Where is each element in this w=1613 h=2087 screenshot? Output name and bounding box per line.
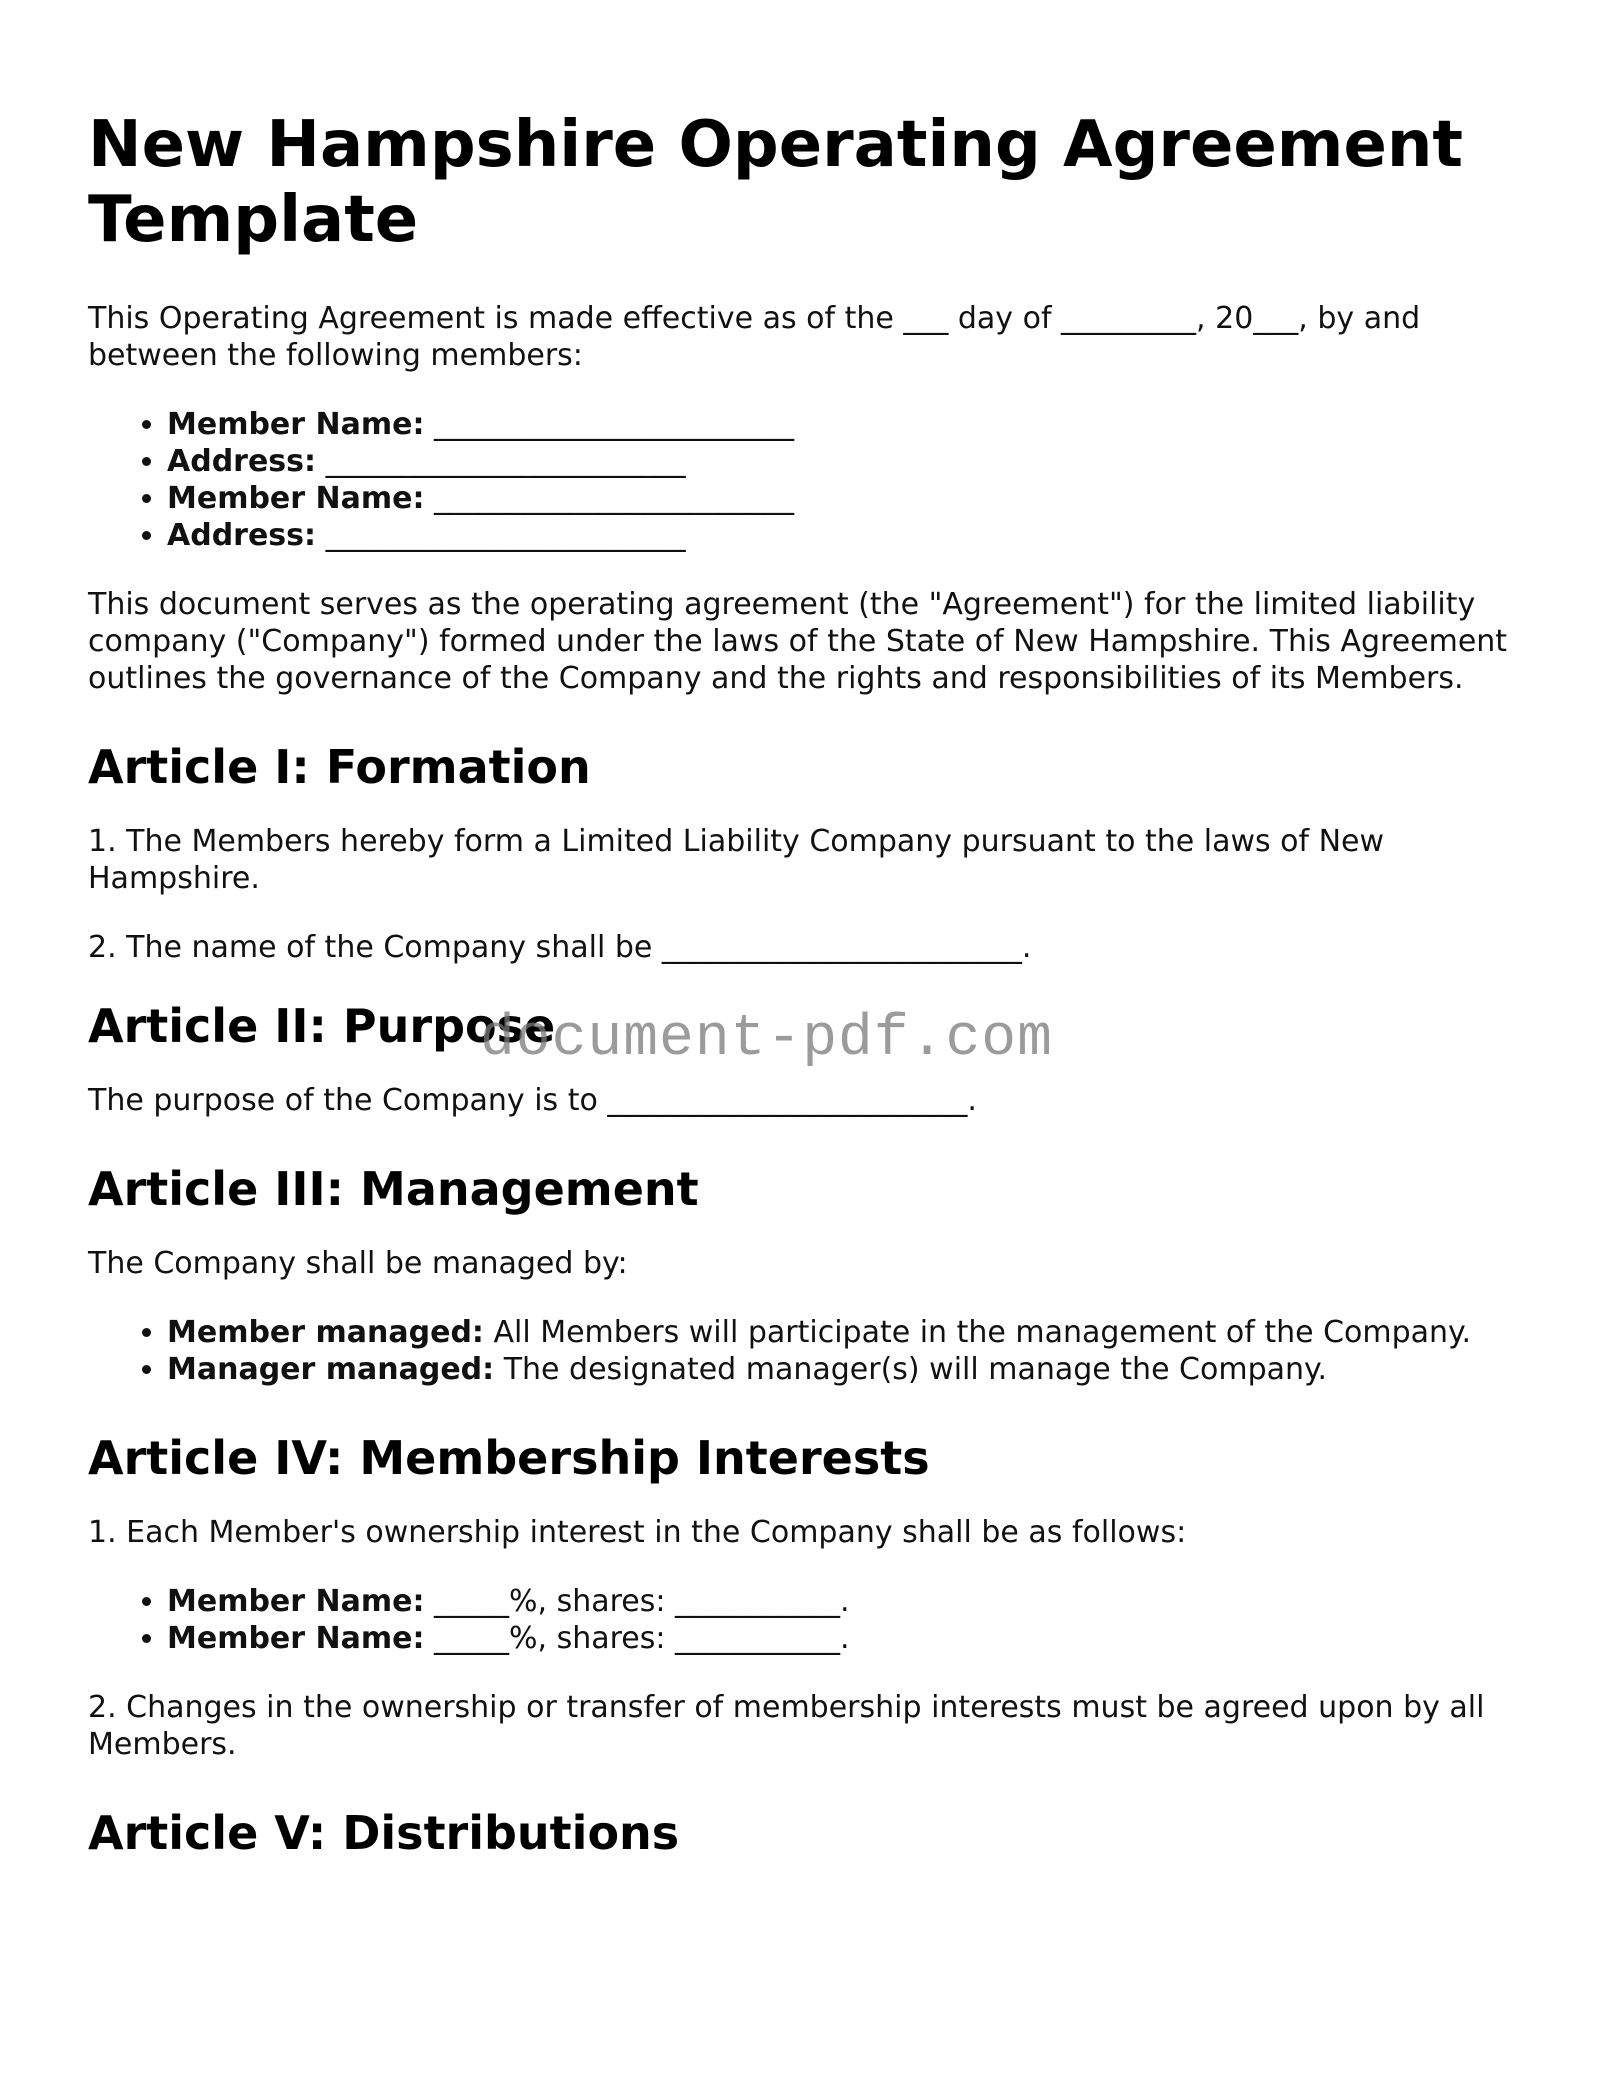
interest-text: _____%, shares: ___________. [434,1621,850,1656]
list-item [167,480,1528,517]
article-5-heading: Article V: Distributions [88,1806,680,1860]
article-3-intro: The Company shall be managed by: [88,1246,628,1281]
member-blank: ________________________ [434,407,795,442]
interest-text: _____%, shares: ___________. [434,1584,850,1619]
list-item [167,1620,1528,1657]
member-blank: ________________________ [325,518,686,553]
description-paragraph: This document serves as the operating agreement (the "Agreement") for the limited liability company ("Company") formed under the laws of the State of New Hampshire. This Agreement outlines the governance of the Company and the rights and responsibilities of its Members. [88,587,1508,696]
article-4-heading: Article IV: Membership Interests [88,1431,930,1485]
article-4-clause-1: 1. Each Member's ownership interest in the Company shall be as follows: [88,1515,1187,1550]
list-item [167,443,1528,480]
watermark: document-pdf.com [480,1007,1053,1072]
list-item [167,517,1528,554]
member-label: Member Name: [167,407,425,442]
article-2-clause: The purpose of the Company is to ________________________. [88,1083,977,1118]
list-item [167,406,1528,443]
interest-label: Member Name: [167,1584,425,1619]
article-1-clause-1: 1. The Members hereby form a Limited Liability Company pursuant to the laws of New Hampshire. [88,824,1385,896]
list-item [167,1583,1528,1620]
article-1-heading: Article I: Formation [88,740,591,794]
article-1-clause-2: 2. The name of the Company shall be ________________________. [88,930,1032,965]
option-label: Manager managed: [167,1352,495,1387]
interest-label: Member Name: [167,1621,425,1656]
members-list [88,406,1528,554]
intro-paragraph: This Operating Agreement is made effective as of the ___ day of _________, 20___, by and between the following members: [88,301,1421,373]
option-text: All Members will participate in the management of the Company. [493,1315,1472,1350]
interests-list [88,1583,1528,1657]
list-item [167,1351,1528,1388]
member-label: Address: [167,444,317,479]
option-text: The designated manager(s) will manage the Company. [503,1352,1328,1387]
member-blank: ________________________ [325,444,686,479]
article-4-clause-2: 2. Changes in the ownership or transfer of membership interests must be agreed upon by all Members. [88,1690,1485,1762]
list-item [167,1314,1528,1351]
member-label: Address: [167,518,317,553]
member-label: Member Name: [167,481,425,516]
article-2-heading: Article II: Purpose [88,999,556,1053]
article-3-heading: Article III: Management [88,1162,699,1216]
page-title: New Hampshire Operating Agreement Template [88,108,1463,257]
member-blank: ________________________ [434,481,795,516]
option-label: Member managed: [167,1315,484,1350]
management-options-list [88,1314,1528,1388]
document-page [88,108,1528,1889]
